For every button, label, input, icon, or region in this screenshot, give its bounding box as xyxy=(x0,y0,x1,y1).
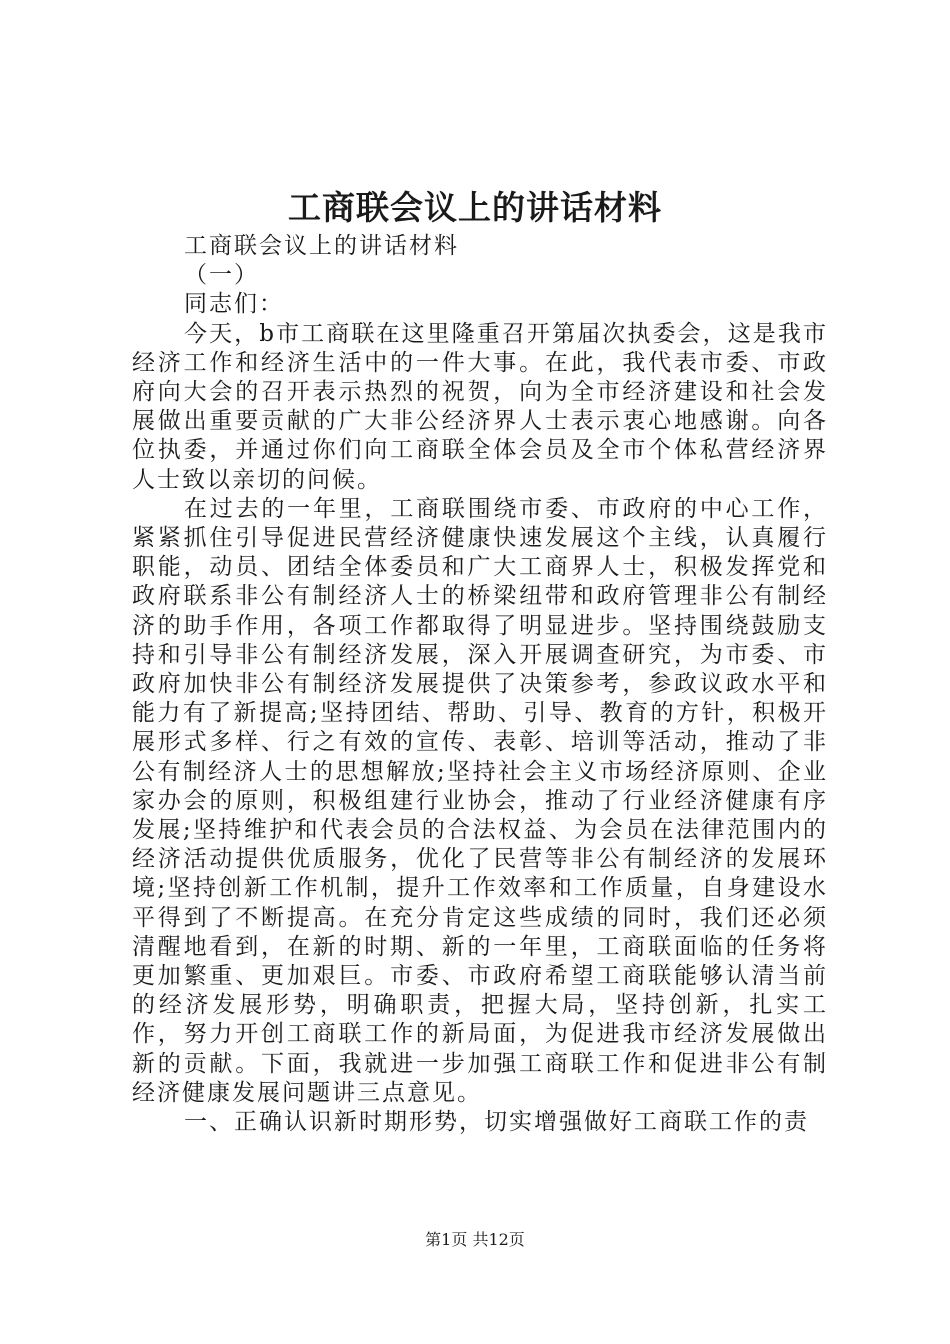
salutation: 同志们： xyxy=(184,291,284,318)
document-body xyxy=(132,232,828,1137)
paragraph-section-one: 一、正确认识新时期形势，切实增强做好工商联工作的责 xyxy=(184,1109,809,1136)
document-subtitle: 工商联会议上的讲话材料 xyxy=(184,233,459,259)
page-footer: 第1页 共12页 xyxy=(425,1230,525,1249)
document-title: 工商联会议上的讲话材料 xyxy=(288,188,662,227)
paragraph-review: 在过去的一年里，工商联围绕市委、市政府的中心工作，紧紧抓住引导促进民营经济健康快速发展这个主线，认真履行职能，动员、团结全体委员和广大工商界人士，积极发挥党和政府联系非公有制经济人士的桥梁纽带和政府管理非公有制经济的助手作用，各项工作都取得了明显进步。坚持围绕鼓励支持和引导非公有制经济发展，深入开展调查研究，为市委、市政府加快非公有制经济发展提供了决策参考，参政议政水平和能力有了新提高;坚持团结、帮助、引导、教育的方针，积极开展形式多样、行之有效的宣传、表彰、培训等活动，推动了非公有制经济人士的思想解放;坚持社会主义市场经济原则、企业家办会的原则，积极组建行业协会，推动了行业经济健康有序发展;坚持维护和代表会员的合法权益、为会员在法律范围内的经济活动提供优质服务，优化了民营等非公有制经济的发展环境;坚持创新工作机制，提升工作效率和工作质量，自身建设水平得到了不断提高。在充分肯定这些成绩的同时，我们还必须清醒地看到，在新的时期、新的一年里，工商联面临的任务将更加繁重、更加艰巨。市委、市政府希望工商联能够认清当前的经济发展形势，明确职责，把握大局，坚持创新，扎实工作，努力开创工商联工作的新局面，为促进我市经济发展做出新的贡献。下面，我就进一步加强工商联工作和促进非公有制经济健康发展问题讲三点意见。 xyxy=(132,495,828,1106)
paragraph-opening: 今天，b市工商联在这里隆重召开第届次执委会，这是我市经济工作和经济生活中的一件大事。在此，我代表市委、市政府向大会的召开表示热烈的祝贺，向为全市经济建设和社会发展做出重要贡献的广大非公经济界人士表示衷心地感谢。向各位执委，并通过你们向工商联全体会员及全市个体私营经济界人士致以亲切的问候。 xyxy=(132,320,828,493)
section-marker: （一） xyxy=(184,262,259,289)
